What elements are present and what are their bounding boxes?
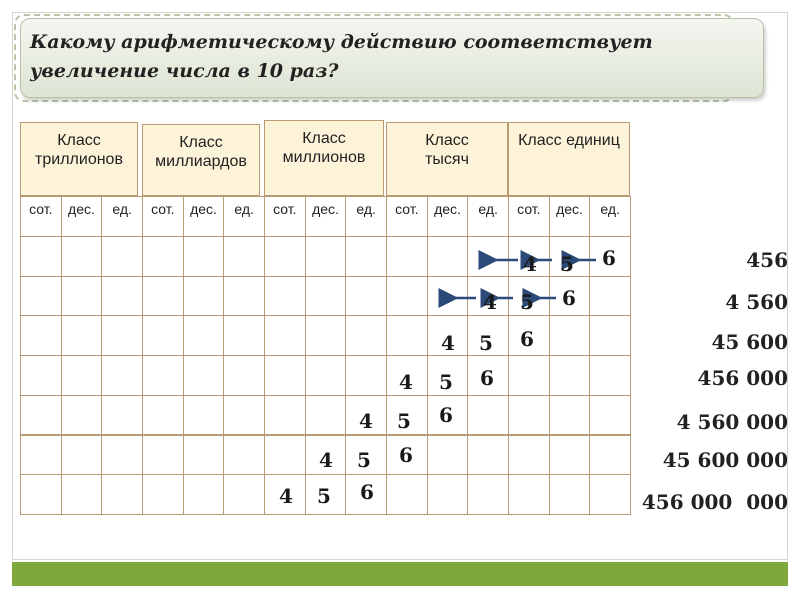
grid-cell xyxy=(20,355,62,396)
grid-cell xyxy=(183,435,225,476)
class-label: тысяч xyxy=(425,151,469,168)
grid-cell xyxy=(386,276,428,317)
grid-cell xyxy=(264,355,306,396)
row-4-digit-3: 6 xyxy=(480,366,494,390)
grid-cell xyxy=(183,315,225,356)
grid-cell xyxy=(305,355,347,396)
grid-cell xyxy=(183,236,225,277)
class-header-trillions xyxy=(20,122,138,196)
grid-cell xyxy=(142,474,184,515)
grid-cell xyxy=(589,395,631,436)
grid-cell xyxy=(20,315,62,356)
row-4-digit-1: 4 xyxy=(399,370,413,394)
grid-cell xyxy=(183,276,225,317)
number-7: 456 000 000 xyxy=(641,490,788,514)
grid-cell xyxy=(223,395,265,436)
class-label: Класс xyxy=(57,132,101,149)
row-6-digit-1: 4 xyxy=(319,448,333,472)
grid-cell xyxy=(508,395,550,436)
row-3-digit-2: 5 xyxy=(479,331,493,355)
grid-cell xyxy=(345,315,387,356)
row-1-digit-3: 6 xyxy=(602,246,616,270)
grid-cell xyxy=(223,435,265,476)
grid-cell xyxy=(589,276,631,317)
number-1: 456 xyxy=(746,248,788,272)
grid-cell xyxy=(183,474,225,515)
grid-cell xyxy=(467,435,509,476)
grid-cell xyxy=(549,315,591,356)
grid-cell xyxy=(589,474,631,515)
row-6-digit-3: 6 xyxy=(399,443,413,467)
row-1-digit-1: 4 xyxy=(523,252,537,276)
grid-cell xyxy=(305,315,347,356)
grid-cell xyxy=(467,236,509,277)
grid-cell xyxy=(264,236,306,277)
row-7-digit-2: 5 xyxy=(317,484,331,508)
grid-cell xyxy=(61,474,103,515)
grid-cell xyxy=(61,355,103,396)
grid-cell xyxy=(223,315,265,356)
grid-cell xyxy=(101,474,143,515)
bottom-accent-bar xyxy=(12,562,788,586)
class-label: Класс xyxy=(179,134,223,151)
row-3-digit-3: 6 xyxy=(520,327,534,351)
grid-cell xyxy=(589,355,631,396)
grid-cell xyxy=(549,435,591,476)
grid-cell xyxy=(549,355,591,396)
class-header-units xyxy=(508,122,630,196)
number-4: 456 000 xyxy=(697,366,788,390)
digit-label: дес. xyxy=(427,196,469,237)
grid-cell xyxy=(427,474,469,515)
grid-cell xyxy=(589,315,631,356)
digit-label: дес. xyxy=(61,196,103,237)
class-header-millions xyxy=(264,120,384,196)
row-4-digit-2: 5 xyxy=(439,370,453,394)
grid-cell xyxy=(20,474,62,515)
grid-cell xyxy=(223,236,265,277)
class-label: миллионов xyxy=(282,149,366,166)
grid-cell xyxy=(508,474,550,515)
grid-cell xyxy=(142,315,184,356)
row-5-digit-1: 4 xyxy=(359,409,373,433)
grid-cell xyxy=(223,474,265,515)
grid-cell xyxy=(223,355,265,396)
class-label: Класс единиц xyxy=(518,132,620,149)
grid-cell xyxy=(20,395,62,436)
class-label: Класс xyxy=(425,132,469,149)
number-2: 4 560 xyxy=(725,290,788,314)
question-line-2: увеличение числа в 10 раз? xyxy=(30,60,339,82)
grid-cell xyxy=(305,236,347,277)
grid-cell xyxy=(549,474,591,515)
grid-cell xyxy=(183,355,225,396)
class-label: миллиардов xyxy=(155,153,247,170)
digit-label: сот. xyxy=(142,196,184,237)
grid-cell xyxy=(305,395,347,436)
grid-cell xyxy=(467,395,509,436)
class-label: Класс xyxy=(302,130,346,147)
grid-cell xyxy=(142,236,184,277)
grid-cell xyxy=(183,395,225,436)
digit-label: ед. xyxy=(589,196,631,237)
row-6-digit-2: 5 xyxy=(357,448,371,472)
digit-label: дес. xyxy=(305,196,347,237)
digit-label: ед. xyxy=(101,196,143,237)
row-1-digit-2: 5 xyxy=(560,252,574,276)
row-3-digit-1: 4 xyxy=(441,331,455,355)
grid-cell xyxy=(549,395,591,436)
class-header-thousands xyxy=(386,122,508,196)
question-text xyxy=(30,28,730,86)
grid-cell xyxy=(142,435,184,476)
class-label: триллионов xyxy=(35,151,123,168)
row-5-digit-2: 5 xyxy=(397,409,411,433)
number-3: 45 600 xyxy=(711,330,788,354)
digit-label: дес. xyxy=(183,196,225,237)
digit-label: сот. xyxy=(20,196,62,237)
grid-cell xyxy=(264,435,306,476)
row-5-digit-3: 6 xyxy=(439,403,453,427)
grid-cell xyxy=(101,315,143,356)
digit-label: сот. xyxy=(264,196,306,237)
grid-cell xyxy=(305,276,347,317)
grid-cell xyxy=(101,236,143,277)
grid-cell xyxy=(345,276,387,317)
grid-cell xyxy=(101,276,143,317)
grid-cell xyxy=(101,355,143,396)
grid-cell xyxy=(101,435,143,476)
grid-cell xyxy=(142,276,184,317)
digit-label: ед. xyxy=(223,196,265,237)
question-line-1: Какому арифметическому действию соответствует xyxy=(30,31,653,53)
class-header-billions xyxy=(142,124,260,196)
row-7-digit-1: 4 xyxy=(279,484,293,508)
grid-cell xyxy=(20,435,62,476)
grid-cell xyxy=(101,395,143,436)
grid-cell xyxy=(427,276,469,317)
digit-label: сот. xyxy=(508,196,550,237)
digit-label: сот. xyxy=(386,196,428,237)
grid-cell xyxy=(61,315,103,356)
grid-cell xyxy=(61,236,103,277)
grid-cell xyxy=(345,236,387,277)
grid-cell xyxy=(589,435,631,476)
digit-label: ед. xyxy=(345,196,387,237)
grid-cell xyxy=(142,355,184,396)
number-5: 4 560 000 xyxy=(676,410,788,434)
grid-cell xyxy=(20,236,62,277)
row-7-digit-3: 6 xyxy=(360,480,374,504)
grid-cell xyxy=(264,395,306,436)
grid-cell xyxy=(61,395,103,436)
grid-cell xyxy=(223,276,265,317)
row-2-digit-1: 4 xyxy=(483,290,497,314)
row-2-digit-2: 5 xyxy=(520,290,534,314)
grid-cell xyxy=(264,276,306,317)
grid-cell xyxy=(61,435,103,476)
grid-cell xyxy=(386,315,428,356)
grid-cell xyxy=(386,474,428,515)
grid-cell xyxy=(508,435,550,476)
grid-cell xyxy=(142,395,184,436)
grid-cell xyxy=(427,435,469,476)
digit-label: дес. xyxy=(549,196,591,237)
grid-cell xyxy=(467,474,509,515)
grid-cell xyxy=(345,355,387,396)
grid-cell xyxy=(508,355,550,396)
grid-cell xyxy=(20,276,62,317)
row-2-digit-3: 6 xyxy=(562,286,576,310)
grid-cell xyxy=(61,276,103,317)
grid-cell xyxy=(264,315,306,356)
grid-cell xyxy=(427,236,469,277)
number-6: 45 600 000 xyxy=(662,448,788,472)
digit-label: ед. xyxy=(467,196,509,237)
grid-cell xyxy=(386,236,428,277)
